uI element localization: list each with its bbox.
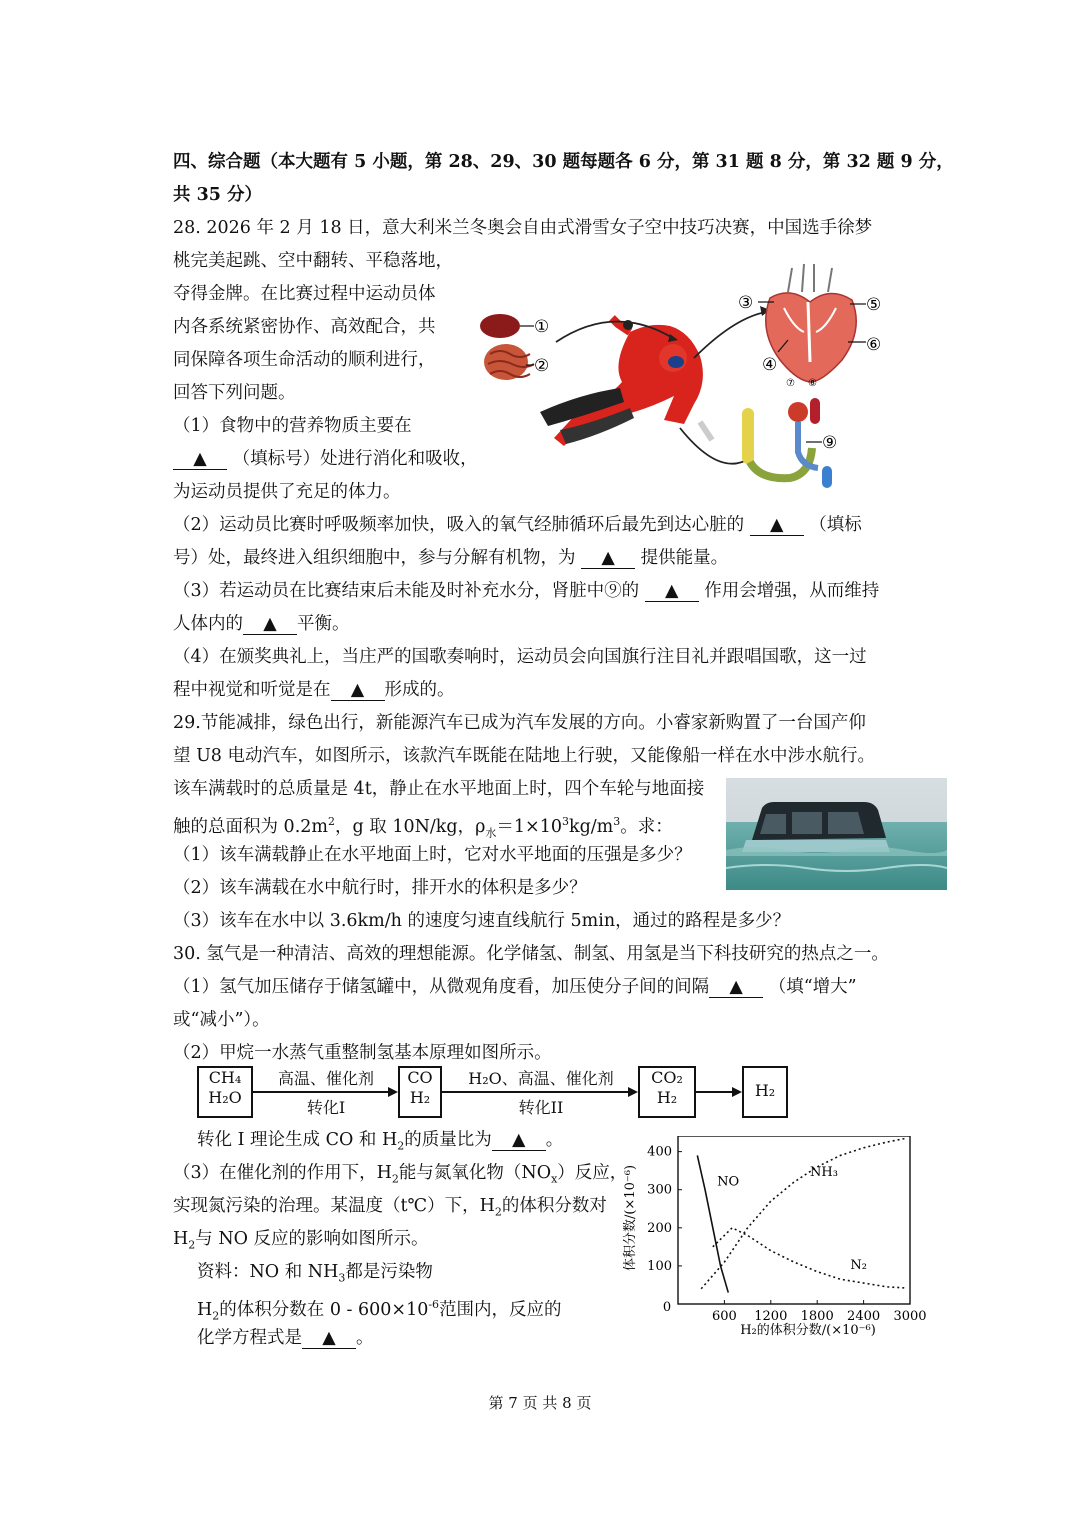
- q28-line-4: 内各系统紧密协作、高效配合，共: [173, 317, 436, 337]
- answer-blank[interactable]: ▲: [709, 977, 763, 998]
- q30-part3-text-e: 的体积分数对: [501, 1196, 607, 1216]
- series-label-2: NH₃: [810, 1165, 838, 1181]
- q30-part2-line-2: [197, 1128, 563, 1159]
- label-1: ①: [534, 317, 550, 337]
- q28-line-2: 桃完美起跳、空中翻转、平稳落地，: [173, 251, 453, 271]
- q28-part2-text-a: （2）运动员比赛时呼吸频率加快，吸入的氧气经肺循环后最先到达心脏的: [173, 515, 745, 535]
- q30-part3-text-h: 资料：NO 和 NH: [197, 1262, 339, 1282]
- q28-part3-text-a: （3）若运动员在比赛结束后未能及时补充水分，肾脏中⑨的: [173, 581, 640, 601]
- flow-arrows: [250, 1084, 742, 1100]
- q30-part3-line-1: [173, 1161, 627, 1192]
- answer-blank[interactable]: ▲: [243, 614, 297, 635]
- q30-part3-text-k: 的体积分数在 0 - 600×10: [219, 1299, 429, 1320]
- flow-box-reactants: [197, 1066, 253, 1118]
- q30-line-1: 30. 氢气是一种清洁、高效的理想能源。化学储氢、制氢、用氢是当下科技研究的热点之一。: [173, 944, 889, 964]
- label-4: ④: [762, 355, 778, 375]
- q30-part2-text-c: 。: [545, 1130, 564, 1150]
- q30-part3-line-5: [197, 1293, 562, 1328]
- q30-part3-text-f: H: [173, 1229, 189, 1249]
- page-footer: 第 7 页 共 8 页: [488, 1394, 592, 1412]
- q28-part3-text-c: 人体内的: [173, 614, 243, 634]
- q30-part2-text-b: 的质量比为: [404, 1130, 492, 1150]
- q28-part4-text-a: 程中视觉和听觉是在: [173, 680, 331, 700]
- q29-text-e: 。求：: [620, 816, 673, 837]
- q30-part3-text-m: 化学方程式是: [197, 1328, 302, 1348]
- q28-part4-line-1: （4）在颁奖典礼上，当庄严的国歌奏响时，运动员会向国旗行注目礼并跟唱国歌，这一过: [173, 647, 867, 667]
- q29-line-2: 望 U8 电动汽车，如图所示，该款汽车既能在陆地上行驶，又能像船一样在水中涉水航行。: [173, 746, 876, 766]
- flow-arrow2-top: H₂O、高温、催化剂: [468, 1069, 614, 1088]
- q30-part3-line-6: [197, 1326, 374, 1350]
- label-7: ⑦: [786, 378, 795, 389]
- q28-part1-line-1: （1）食物中的营养物质主要在: [173, 416, 412, 436]
- section-title-line-2: 共 35 分）: [173, 185, 263, 205]
- q30-part1-line-1: [173, 975, 857, 999]
- chart-ticks: [647, 1145, 926, 1324]
- x-tick-label: 1800: [800, 1309, 834, 1324]
- q28-part3-text-b: 作用会增强，从而维持: [704, 581, 880, 601]
- answer-blank[interactable]: ▲: [492, 1130, 546, 1151]
- answer-blank[interactable]: ▲: [173, 449, 227, 470]
- flow-arrow2-bottom: 转化II: [518, 1098, 564, 1117]
- chart-frame: [678, 1136, 910, 1304]
- q30-part3-text-i: 都是污染物: [345, 1262, 433, 1282]
- heart-illustration: [766, 264, 856, 382]
- q29-line-3: 该车满载时的总质量是 4t，静止在水平地面上时，四个车轮与地面接: [173, 779, 705, 799]
- q30-part3-text-g: 与 NO 反应的影响如图所示。: [195, 1229, 429, 1249]
- q28-part2-text-c: 号）处，最终进入组织细胞中，参与分解有机物，为: [173, 548, 576, 568]
- q28-part3-line-2: [173, 612, 350, 636]
- q30-part3-sub-4: 2: [188, 1238, 196, 1252]
- label-2: ②: [534, 356, 550, 376]
- q30-part3-text-n: 。: [356, 1328, 374, 1348]
- q29-sub: 水: [485, 826, 497, 840]
- q30-part1-text-a: （1）氢气加压储存于储氢罐中，从微观角度看，加压使分子间的间隔: [173, 977, 710, 997]
- flow-box1-line-b: H₂O: [208, 1088, 242, 1107]
- q28-part3-text-d: 平衡。: [297, 614, 350, 634]
- flow-box-hydrogen: H₂: [742, 1066, 788, 1118]
- q30-part1-line-2: 或“减小”）。: [173, 1010, 270, 1030]
- q29-sup: 2: [328, 815, 335, 828]
- amphibious-car-photo: [726, 778, 947, 890]
- q30-part3-line-4: [197, 1260, 433, 1291]
- q28-part2-line-2: [173, 546, 728, 570]
- label-9: ⑨: [822, 433, 838, 453]
- y-tick-label: 200: [647, 1220, 672, 1236]
- q30-part3-line-3: [173, 1227, 429, 1258]
- q28-part3-line-1: [173, 579, 879, 603]
- label-3: ③: [738, 293, 754, 313]
- flow-arrow1-top: 高温、催化剂: [277, 1069, 374, 1088]
- q28-part2-text-d: 提供能量。: [640, 548, 729, 568]
- q30-part3-text-d: 实现氮污染的治理。某温度（t℃）下，H: [173, 1196, 495, 1216]
- q29-part-3: （3）该车在水中以 3.6km/h 的速度匀速直线航行 5min，通过的路程是多少？: [173, 911, 791, 931]
- answer-blank[interactable]: ▲: [581, 548, 635, 569]
- answer-blank[interactable]: ▲: [750, 515, 804, 536]
- q28-part1-line-2: [173, 447, 478, 471]
- chart-x-axis-label: H₂的体积分数/(×10⁻⁶): [740, 1323, 876, 1338]
- digestive-organs-illustration: [480, 314, 534, 380]
- q29-text-c: ＝1×10: [496, 816, 562, 837]
- series-label-3: N₂: [850, 1258, 867, 1274]
- x-tick-label: 1200: [754, 1309, 788, 1324]
- q29-text-d: kg/m: [568, 816, 614, 837]
- answer-blank[interactable]: ▲: [331, 680, 385, 701]
- q28-line-1: 28. 2026 年 2 月 18 日，意大利米兰冬奥会自由式滑雪女子空中技巧决赛，中国选手徐梦: [173, 218, 873, 238]
- answer-blank[interactable]: ▲: [302, 1328, 356, 1349]
- skater-illustration: [540, 318, 712, 446]
- q30-part3-text-a: （3）在催化剂的作用下，H: [173, 1163, 392, 1183]
- flow-box3-line-b: H₂: [656, 1088, 678, 1107]
- answer-blank[interactable]: ▲: [645, 581, 699, 602]
- q29-line-1: 29.节能减排，绿色出行，新能源汽车已成为汽车发展的方向。小睿家新购置了一台国产仰: [173, 713, 866, 733]
- q30-part3-sub-2: x: [551, 1172, 558, 1186]
- q30-part2-sub: 2: [397, 1139, 405, 1153]
- q29-sup-3: 3: [613, 815, 621, 828]
- q28-line-5: 同保障各项生命活动的顺利进行，: [173, 350, 436, 370]
- q29-text-b: ，g 取 10N/kg，ρ: [335, 816, 486, 837]
- q28-line-6: 回答下列问题。: [173, 383, 296, 403]
- q28-part4-line-2: [173, 678, 455, 702]
- x-tick-label: 2400: [847, 1309, 881, 1324]
- y-tick-label: 300: [647, 1182, 672, 1198]
- q30-part3-sub-6: 2: [212, 1309, 220, 1323]
- chart-series: [697, 1138, 906, 1292]
- section-title-line-1: 四、综合题（本大题有 5 小题，第 28、29、30 题每题各 6 分，第 31 题 8 分，第 32 题 9 分，: [173, 152, 954, 172]
- q28-part2-text-b: （填标: [809, 515, 862, 535]
- x-tick-label: 3000: [893, 1309, 927, 1324]
- q28-part1-text: （填标号）处进行消化和吸收，: [232, 449, 478, 469]
- chart-origin-label: 0: [662, 1300, 672, 1315]
- q30-part3-line-2: [173, 1194, 607, 1225]
- h2-volume-fraction-chart: [618, 1136, 934, 1346]
- q29-sup-2: 3: [561, 815, 569, 828]
- chart-axes: [678, 1136, 910, 1304]
- q29-text-a: 触的总面积为 0.2m: [173, 816, 328, 837]
- q30-part3-text-c: ）反应，: [557, 1163, 628, 1183]
- q29-part-1: （1）该车满载静止在水平地面上时，它对水平地面的压强是多少？: [173, 845, 692, 865]
- label-5: ⑤: [866, 295, 882, 315]
- flow-box2-line-b: H₂: [409, 1088, 431, 1107]
- q30-part3-sub-3: 2: [494, 1205, 502, 1219]
- q30-part2-line-1: （2）甲烷一水蒸气重整制氢基本原理如图所示。: [173, 1043, 552, 1063]
- flow-box2-line-a: CO: [407, 1068, 433, 1087]
- series-line-2: [701, 1138, 906, 1288]
- q30-part3-sub-5: 3: [338, 1271, 346, 1285]
- q28-line-3: 夺得金牌。在比赛过程中运动员体: [173, 284, 436, 304]
- q28-part4-text-b: 形成的。: [384, 680, 455, 700]
- q30-part3-sub: 2: [391, 1172, 399, 1186]
- q29-line-4: [173, 810, 673, 845]
- q30-part3-sup: -6: [428, 1298, 440, 1311]
- q28-part2-line-1: [173, 513, 862, 537]
- flow-box1-line-a: CH₄: [208, 1068, 242, 1087]
- x-tick-label: 600: [711, 1309, 737, 1324]
- q28-part1-line-3: 为运动员提供了充足的体力。: [173, 482, 401, 502]
- q30-part3-text-b: 能与氮氧化物（NO: [398, 1163, 552, 1183]
- y-tick-label: 100: [647, 1258, 672, 1274]
- q29-part-2: （2）该车满载在水中航行时，排开水的体积是多少？: [173, 878, 587, 898]
- chart-y-axis-label: 体积分数/(×10⁻⁶): [623, 1164, 638, 1272]
- athlete-body-systems-figure: [470, 262, 900, 500]
- q30-part3-text-j: H: [197, 1299, 213, 1320]
- y-tick-label: 400: [647, 1144, 672, 1160]
- flow-box3-line-a: CO₂: [651, 1068, 683, 1087]
- label-6: ⑥: [866, 335, 882, 355]
- series-label-1: NO: [717, 1174, 740, 1190]
- q30-part3-text-l: 范围内，反应的: [439, 1299, 562, 1320]
- q30-part1-text-b: （填“增大”: [768, 977, 857, 997]
- label-8: ⑧: [808, 378, 817, 389]
- q30-part2-text-a: 转化 I 理论生成 CO 和 H: [197, 1130, 398, 1150]
- flow-arrow1-bottom: 转化I: [306, 1098, 346, 1117]
- nephron-illustration: [742, 398, 832, 488]
